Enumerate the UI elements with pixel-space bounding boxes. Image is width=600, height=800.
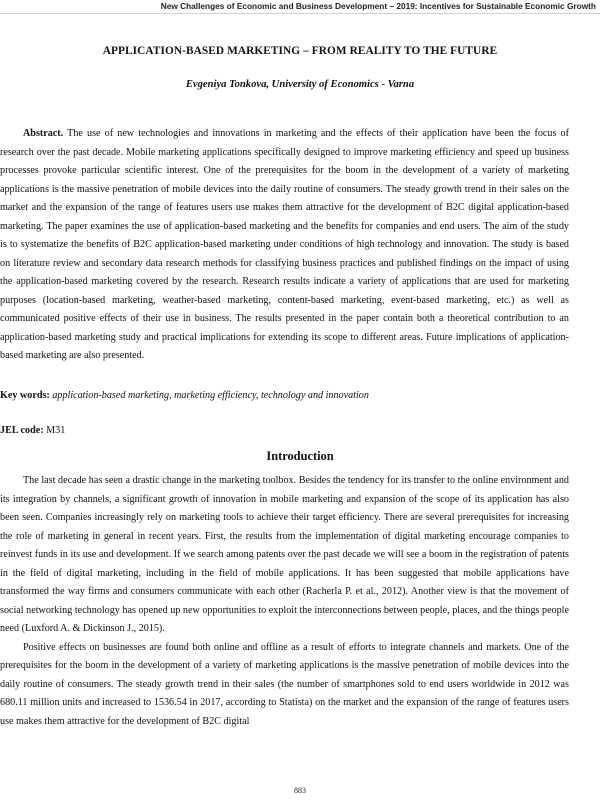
running-header: New Challenges of Economic and Business Development – 2019: Incentives for Sustainable Economic Growth xyxy=(160,1,596,11)
abstract-text: The use of new technologies and innovations in marketing and the effects of their application have been the focus of research over the past decade. Mobile marketing applications specifically designed to improve marketing efficiency and speed up business processes provoke particular scientific interest. One of the prerequisites for the boom in the development of a variety of marketing applications is the massive penetration of mobile devices into the daily routine of consumers. The steady growth trend in their sales on the market and the expansion of the range of features users use makes them attractive for the development of B2C digital application-based marketing. The paper examines the use of application-based marketing and the benefits for companies and end users. The aim of the study is to systematize the benefits of B2C application-based marketing under conditions of high technology and innovation. The study is based on literature review and secondary data research methods for classifying business practices and published findings on the impact of using the application-based marketing covered by the research. Research results indicate a variety of applications that are used for marketing purposes (location-based marketing, weather-based marketing, content-based marketing, event-based marketing, etc.) as well as communicated positive effects of their use in business. The results presented in the paper contain both a theoretical contribution to an application-based marketing study and practical implications for extending its scope to different areas. Future implications of application-based marketing are also presented. xyxy=(0,128,569,361)
abstract xyxy=(0,125,569,366)
paper-title: APPLICATION-BASED MARKETING – FROM REALITY TO THE FUTURE xyxy=(102,45,498,57)
keywords-label: Key words: xyxy=(0,390,50,401)
author-line: Evgeniya Tonkova, University of Economics - Varna xyxy=(185,79,415,90)
header-divider xyxy=(0,13,600,14)
jel-label: JEL code: xyxy=(0,425,44,436)
jel-code xyxy=(0,425,65,436)
keywords-text: application-based marketing, marketing efficiency, technology and innovation xyxy=(49,390,369,401)
keywords xyxy=(0,390,369,401)
page-number: 883 xyxy=(294,786,306,795)
jel-value: M31 xyxy=(43,425,66,436)
abstract-label: Abstract. xyxy=(23,128,64,139)
introduction-paragraph-1: The last decade has seen a drastic change in the marketing toolbox. Besides the tendency for its transfer to the online environment and its integration by channels, a significant growth of innovation in mobile marketing and expansion of the scope of its application has also been seen. Companies increasingly rely on marketing tools to achieve their target efficiency. There are several prerequisites for increasing the role of marketing in general in recent years. First, the results from the implementation of digital marketing encourage companies to reinvest funds in its use and development. If we search among patents over the past decade we will see a boom in the registration of patents in the field of digital marketing, including in the field of mobile applications. It has been suggested that mobile applications have transformed the way firms and consumers communicate with each other (Racherla P. et al., 2012). Another view is that the movement of social networking technology has opened up new opportunities to exploit the interconnections between people, places, and the things people need (Luxford A. & Dickinson J., 2015). xyxy=(0,475,569,634)
introduction-body xyxy=(0,472,569,731)
abstract-paragraph xyxy=(0,125,569,366)
introduction-heading: Introduction xyxy=(266,449,334,463)
introduction-paragraph-2: Positive effects on businesses are found both online and offline as a result of efforts to integrate channels and markets. One of the prerequisites for the boom in the development of a variety of marketing applications is the massive penetration of mobile devices into the daily routine of consumers. The steady growth trend in their sales (the number of smartphones sold to end users worldwide in 2012 was 680.11 million units and increased to 1536.54 in 2017, according to Statista) on the market and the expansion of the range of features users use makes them attractive for the development of B2C digital xyxy=(0,641,569,727)
